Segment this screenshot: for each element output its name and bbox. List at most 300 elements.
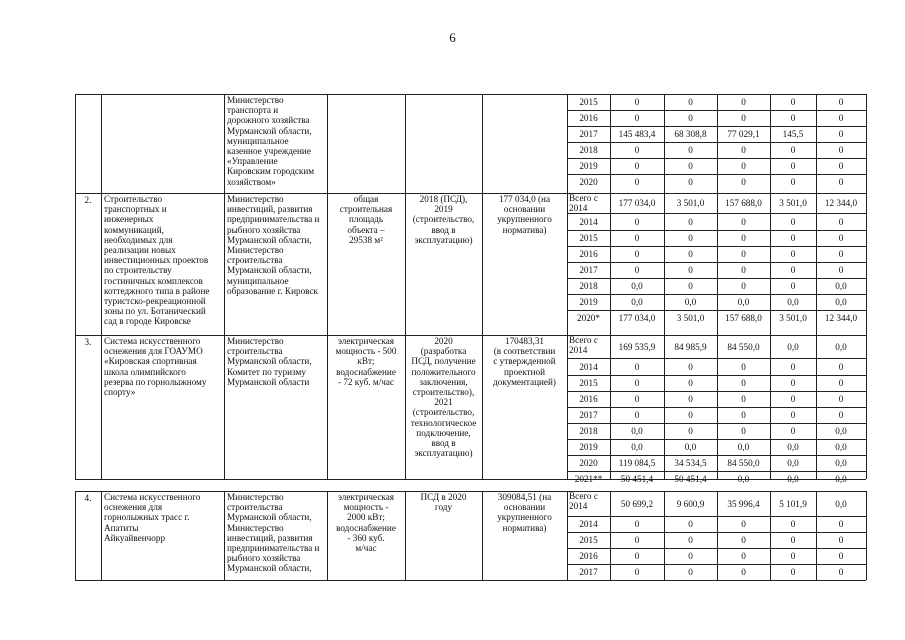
executor-line: образование г. Кировск bbox=[227, 285, 318, 296]
row-border bbox=[567, 246, 866, 247]
year-cell: 2015 bbox=[579, 233, 598, 243]
value-cell: 0 bbox=[741, 551, 746, 561]
value-cell: 0,0 bbox=[631, 442, 643, 452]
value-cell: 0 bbox=[688, 97, 693, 107]
value-cell: 0 bbox=[634, 145, 640, 155]
row-border bbox=[567, 230, 866, 231]
object-name-line: спорту» bbox=[104, 387, 136, 397]
executor-line: Мурманской области, bbox=[227, 512, 312, 523]
value-cell: 0 bbox=[741, 410, 746, 420]
cost-line: норматива) bbox=[502, 522, 547, 533]
value-cell: 0 bbox=[741, 535, 746, 545]
period-line: технологическое bbox=[410, 417, 477, 428]
value-cell: 0 bbox=[741, 177, 746, 187]
value-cell: 0 bbox=[838, 519, 844, 529]
period-line: строительство), bbox=[412, 387, 475, 397]
capacity-line: электрическая bbox=[337, 492, 395, 502]
executor-line: муниципальное bbox=[227, 275, 289, 286]
value-cell: 12 344,0 bbox=[824, 313, 858, 323]
value-cell: 0 bbox=[790, 281, 796, 291]
period-line: положительного bbox=[411, 366, 476, 377]
value-cell: 0 bbox=[838, 535, 844, 545]
value-cell: 0 bbox=[688, 519, 693, 529]
value-cell: 50 451,4 bbox=[620, 473, 654, 484]
value-cell: 0 bbox=[688, 410, 693, 420]
value-cell: 145 483,4 bbox=[618, 129, 656, 139]
column-border bbox=[482, 491, 483, 580]
row-border bbox=[567, 375, 866, 376]
period-line: (строительство, bbox=[412, 214, 475, 225]
capacity-line: м/час bbox=[355, 543, 377, 553]
object-name-line: оснежения для bbox=[104, 502, 163, 513]
value-cell: 0 bbox=[790, 378, 796, 388]
column-border bbox=[75, 94, 76, 193]
column-border bbox=[224, 193, 225, 335]
column-border bbox=[770, 193, 771, 335]
executor-line: Министерство bbox=[227, 194, 284, 204]
value-cell: 0 bbox=[790, 535, 796, 545]
column-border bbox=[224, 94, 225, 193]
column-border bbox=[866, 94, 867, 193]
value-cell: 0 bbox=[741, 233, 746, 243]
row-border bbox=[567, 262, 866, 263]
value-cell: 0,0 bbox=[835, 426, 847, 436]
value-cell: 77 029,1 bbox=[727, 129, 760, 139]
row-border bbox=[567, 548, 866, 549]
period-line: 2018 (ПСД), bbox=[419, 194, 468, 204]
column-border bbox=[327, 193, 328, 335]
value-cell: 0 bbox=[790, 145, 796, 155]
value-cell: 0 bbox=[790, 361, 796, 372]
value-cell: 0 bbox=[634, 567, 640, 577]
cost-line: основании bbox=[503, 204, 546, 215]
period-line: подключение, bbox=[416, 427, 471, 438]
object-name-line: Система искусственного bbox=[104, 492, 201, 502]
row-border bbox=[567, 423, 866, 424]
value-cell: 119 084,5 bbox=[618, 458, 656, 468]
value-cell: 0 bbox=[838, 97, 844, 107]
executor-line: инвестиций, развития bbox=[227, 204, 313, 215]
year-cell: 2019 bbox=[579, 442, 598, 452]
column-border bbox=[866, 193, 867, 335]
year-cell: 2019 bbox=[579, 297, 598, 307]
object-name-line: по строительству bbox=[104, 265, 172, 276]
object-name-line: Апатиты bbox=[104, 522, 139, 533]
executor-line: Мурманской области, bbox=[227, 265, 312, 276]
value-cell: 0 bbox=[741, 394, 746, 404]
capacity-line: водоснабжение bbox=[336, 522, 396, 533]
value-cell: 0 bbox=[741, 216, 746, 227]
value-cell: 0 bbox=[688, 394, 693, 404]
value-cell: 157 688,0 bbox=[725, 313, 762, 323]
capacity-line: общая bbox=[353, 194, 379, 204]
value-cell: 0 bbox=[790, 177, 796, 187]
column-border bbox=[405, 193, 406, 335]
page-number: 6 bbox=[449, 30, 456, 45]
row-border bbox=[567, 278, 866, 279]
row-border bbox=[567, 391, 866, 392]
capacity-line: кВт; bbox=[357, 356, 375, 367]
executor-line: муниципальное bbox=[227, 135, 289, 146]
column-border bbox=[405, 94, 406, 193]
object-name-line: инвестиционных проектов bbox=[104, 255, 209, 266]
period-line: эксплуатацию) bbox=[414, 448, 473, 459]
executor-line: инвестиций, развития bbox=[227, 532, 313, 543]
value-cell: 0 bbox=[838, 129, 844, 139]
value-cell: 3 501,0 bbox=[779, 198, 807, 208]
value-cell: 0 bbox=[741, 97, 746, 107]
column-border bbox=[770, 491, 771, 580]
value-cell: 0 bbox=[634, 361, 640, 372]
capacity-line: объекта – bbox=[347, 224, 385, 235]
year-cell: 2018 bbox=[579, 281, 598, 291]
value-cell: 0 bbox=[688, 216, 693, 227]
value-cell: 0 bbox=[741, 249, 746, 259]
value-cell: 0 bbox=[688, 113, 693, 123]
value-cell: 9 600,9 bbox=[676, 498, 705, 509]
value-cell: 0 bbox=[790, 113, 796, 123]
cost-line: 309084,51 (на bbox=[497, 492, 552, 502]
value-cell: 0 bbox=[634, 265, 640, 275]
value-cell: 0 bbox=[838, 113, 844, 123]
value-cell: 0 bbox=[790, 551, 796, 561]
value-cell: 0 bbox=[741, 145, 746, 155]
executor-line: хозяйством» bbox=[227, 176, 276, 187]
value-cell: 0,0 bbox=[787, 473, 799, 484]
value-cell: 0,0 bbox=[737, 442, 750, 452]
column-border bbox=[567, 491, 568, 580]
value-cell: 84 550,0 bbox=[727, 458, 760, 468]
value-cell: 0 bbox=[790, 161, 796, 171]
value-cell: 0 bbox=[634, 519, 640, 529]
executor-line: строительства bbox=[227, 502, 283, 513]
column-border bbox=[224, 491, 225, 580]
value-cell: 0 bbox=[838, 161, 844, 171]
value-cell: 0 bbox=[790, 97, 796, 107]
executor-line: Мурманской области, bbox=[227, 125, 312, 136]
item-number: 3. bbox=[84, 337, 92, 347]
period-line: (строительство, bbox=[412, 407, 475, 418]
period-line: эксплуатацию) bbox=[414, 234, 473, 245]
year-cell: 2014 bbox=[579, 519, 598, 529]
executor-line: Министерство bbox=[227, 95, 284, 105]
column-border bbox=[75, 335, 76, 479]
value-cell: 0,0 bbox=[631, 281, 643, 291]
row-border bbox=[567, 516, 866, 517]
item-number: 4. bbox=[84, 493, 92, 503]
executor-line: «Управление bbox=[227, 156, 278, 167]
period-line: 2020 bbox=[434, 336, 453, 346]
capacity-line: - 72 куб. м/час bbox=[337, 376, 395, 387]
value-cell: 157 688,0 bbox=[725, 198, 762, 208]
object-name-line: «Кировская спортивная bbox=[104, 356, 197, 367]
value-cell: 84 550,0 bbox=[727, 341, 760, 352]
executor-line: рыбного хозяйства bbox=[227, 224, 301, 235]
block-top-border bbox=[75, 94, 866, 95]
column-border bbox=[816, 193, 817, 335]
column-border bbox=[717, 193, 718, 335]
value-cell: 34 534,5 bbox=[674, 458, 707, 468]
item-number: 2. bbox=[84, 195, 92, 205]
object-name-line: транспортных и bbox=[104, 204, 167, 215]
row-border bbox=[567, 142, 866, 143]
value-cell: 0 bbox=[790, 249, 796, 259]
row-border bbox=[567, 471, 866, 472]
row-border bbox=[567, 126, 866, 127]
value-cell: 50 699,2 bbox=[620, 498, 654, 509]
value-cell: 177 034,0 bbox=[618, 313, 656, 323]
column-border bbox=[482, 193, 483, 335]
value-cell: 0 bbox=[790, 426, 796, 436]
capacity-line: 29538 м² bbox=[349, 234, 383, 245]
column-border bbox=[770, 94, 771, 193]
row-border bbox=[567, 310, 866, 311]
value-cell: 0 bbox=[634, 378, 640, 388]
capacity-line: строительная bbox=[339, 204, 393, 215]
value-cell: 0 bbox=[838, 567, 844, 577]
capacity-line: мощность - 500 bbox=[335, 346, 397, 357]
cost-line: (в соответствии bbox=[493, 346, 556, 357]
value-cell: 0 bbox=[838, 361, 844, 372]
year-cell: 2019 bbox=[579, 161, 598, 171]
cost-line: 177 034,0 (на bbox=[498, 194, 551, 204]
value-cell: 0 bbox=[741, 265, 746, 275]
value-cell: 0 bbox=[838, 410, 844, 420]
year-cell: 2020* bbox=[577, 313, 600, 323]
executor-line: рыбного хозяйства bbox=[227, 553, 301, 564]
row-border bbox=[567, 455, 866, 456]
column-border bbox=[327, 335, 328, 479]
period-line: ПСД в 2020 bbox=[420, 492, 467, 502]
value-cell: 0 bbox=[790, 394, 796, 404]
value-cell: 0 bbox=[688, 567, 693, 577]
value-cell: 0 bbox=[688, 177, 693, 187]
value-cell: 0 bbox=[688, 535, 693, 545]
value-cell: 0 bbox=[688, 145, 693, 155]
value-cell: 0,0 bbox=[835, 442, 847, 452]
object-name-line: Айкуайвенчорр bbox=[104, 532, 166, 543]
cost-line: норматива) bbox=[502, 224, 547, 235]
executor-line: предпринимательства и bbox=[227, 214, 320, 225]
column-border bbox=[664, 94, 665, 193]
value-cell: 0,0 bbox=[787, 297, 799, 307]
value-cell: 5 101,9 bbox=[779, 498, 807, 509]
year-cell: 2016 bbox=[579, 113, 598, 123]
capacity-line: водоснабжение bbox=[336, 366, 396, 377]
value-cell: 0 bbox=[741, 113, 746, 123]
cost-line: основании bbox=[503, 502, 546, 513]
value-cell: 0,0 bbox=[835, 473, 847, 484]
value-cell: 0 bbox=[634, 410, 640, 420]
value-cell: 0 bbox=[634, 394, 640, 404]
capacity-line: электрическая bbox=[337, 336, 395, 346]
value-cell: 0 bbox=[688, 551, 693, 561]
column-border bbox=[567, 94, 568, 193]
object-name-line: коммуникаций, bbox=[104, 224, 164, 235]
column-border bbox=[327, 94, 328, 193]
executor-line: казенное учреждение bbox=[227, 146, 311, 156]
year-cell: 2015 bbox=[579, 378, 598, 388]
column-border bbox=[75, 491, 76, 580]
value-cell: 0,0 bbox=[835, 498, 847, 509]
value-cell: 0 bbox=[838, 249, 844, 259]
object-name-line: гостиничных комплексов bbox=[104, 275, 203, 286]
executor-line: транспорта и bbox=[227, 105, 279, 116]
object-name-line: Система искусственного bbox=[104, 336, 201, 346]
value-cell: 3 501,0 bbox=[676, 198, 705, 208]
year-cell: 2017 bbox=[579, 410, 598, 420]
year-cell: Всего с 2014 bbox=[569, 193, 598, 213]
cost-line: 170483,31 bbox=[504, 336, 545, 346]
value-cell: 0 bbox=[634, 216, 640, 227]
object-name-line: сад в городе Кировске bbox=[104, 316, 191, 327]
column-border bbox=[610, 193, 611, 335]
column-border bbox=[224, 335, 225, 479]
column-border bbox=[482, 335, 483, 479]
value-cell: 0 bbox=[741, 161, 746, 171]
row-border bbox=[567, 358, 866, 359]
column-border bbox=[717, 94, 718, 193]
column-border bbox=[405, 335, 406, 479]
column-border bbox=[101, 335, 102, 479]
capacity-line: - 360 куб. bbox=[347, 532, 385, 543]
year-cell: 2020 bbox=[579, 458, 598, 468]
executor-line: Мурманской области bbox=[227, 376, 310, 387]
value-cell: 0 bbox=[634, 249, 640, 259]
executor-line: строительства bbox=[227, 255, 283, 266]
object-name-line: Строительство bbox=[104, 194, 163, 204]
value-cell: 0 bbox=[634, 97, 640, 107]
object-name-line: коттеджного типа в районе bbox=[104, 285, 210, 296]
value-cell: 0,0 bbox=[684, 442, 697, 452]
row-border bbox=[567, 110, 866, 111]
column-border bbox=[101, 193, 102, 335]
column-border bbox=[75, 193, 76, 335]
value-cell: 0 bbox=[634, 551, 640, 561]
capacity-line: мощность - bbox=[343, 502, 389, 513]
value-cell: 0 bbox=[688, 233, 693, 243]
executor-line: Министерство bbox=[227, 522, 284, 533]
value-cell: 0 bbox=[790, 233, 796, 243]
period-line: году bbox=[434, 502, 453, 513]
value-cell: 0 bbox=[790, 567, 796, 577]
executor-line: Министерство bbox=[227, 245, 284, 255]
row-border bbox=[567, 564, 866, 565]
year-cell: Всего с 2014 bbox=[569, 335, 598, 355]
column-border bbox=[717, 491, 718, 580]
column-border bbox=[405, 491, 406, 580]
row-border bbox=[567, 294, 866, 295]
column-border bbox=[664, 193, 665, 335]
column-border bbox=[610, 491, 611, 580]
executor-line: Кировским городским bbox=[227, 166, 315, 177]
object-name-line: горнолыжных трасс г. bbox=[104, 512, 190, 523]
column-border bbox=[482, 94, 483, 193]
value-cell: 0 bbox=[688, 161, 693, 171]
value-cell: 0 bbox=[790, 216, 796, 227]
column-border bbox=[866, 491, 867, 580]
value-cell: 0 bbox=[688, 249, 693, 259]
year-cell: 2015 bbox=[579, 97, 598, 107]
year-cell: 2017 bbox=[579, 567, 598, 577]
value-cell: 0 bbox=[741, 361, 746, 372]
value-cell: 0 bbox=[688, 361, 693, 372]
value-cell: 0 bbox=[838, 177, 844, 187]
value-cell: 0 bbox=[838, 233, 844, 243]
row-border bbox=[567, 213, 866, 214]
year-cell: 2017 bbox=[579, 129, 598, 139]
executor-line: предпринимательства и bbox=[227, 543, 320, 553]
row-border bbox=[567, 174, 866, 175]
value-cell: 0 bbox=[838, 551, 844, 561]
column-border bbox=[664, 491, 665, 580]
year-cell: 2020 bbox=[579, 177, 598, 187]
value-cell: 0,0 bbox=[737, 297, 750, 307]
executor-line: дорожного хозяйства bbox=[227, 115, 310, 126]
value-cell: 0 bbox=[741, 567, 746, 577]
cost-line: укрупненного bbox=[497, 214, 552, 225]
value-cell: 0,0 bbox=[684, 297, 697, 307]
year-cell: 2016 bbox=[579, 394, 598, 404]
value-cell: 0 bbox=[741, 378, 746, 388]
object-name-line: резерва по горнолыжному bbox=[104, 376, 207, 387]
value-cell: 0,0 bbox=[835, 297, 847, 307]
object-name-line: оснежения для ГОАУМО bbox=[104, 346, 203, 357]
year-cell: 2014 bbox=[579, 216, 598, 227]
executor-line: Министерство bbox=[227, 336, 284, 346]
capacity-line: площадь bbox=[348, 214, 384, 225]
value-cell: 0 bbox=[688, 426, 693, 436]
value-cell: 0 bbox=[688, 281, 693, 291]
value-cell: 0,0 bbox=[835, 341, 847, 352]
year-cell: Всего с 2014 bbox=[569, 491, 598, 511]
value-cell: 0 bbox=[790, 410, 796, 420]
value-cell: 0,0 bbox=[787, 442, 799, 452]
object-name-line: зоны по ул. Ботанический bbox=[104, 306, 206, 317]
executor-line: Комитет по туризму bbox=[227, 366, 306, 377]
period-line: ввод в bbox=[431, 224, 456, 235]
value-cell: 84 985,9 bbox=[674, 341, 707, 352]
value-cell: 0 bbox=[741, 519, 746, 529]
value-cell: 0 bbox=[741, 426, 746, 436]
value-cell: 0 bbox=[688, 265, 693, 275]
row-border bbox=[567, 407, 866, 408]
value-cell: 50 451,4 bbox=[674, 473, 707, 484]
value-cell: 0 bbox=[688, 378, 693, 388]
value-cell: 0 bbox=[634, 177, 640, 187]
column-border bbox=[866, 335, 867, 479]
value-cell: 0 bbox=[634, 113, 640, 123]
executor-line: Мурманской области, bbox=[227, 356, 312, 367]
value-cell: 0 bbox=[634, 161, 640, 171]
executor-line: Министерство bbox=[227, 492, 284, 502]
value-cell: 0 bbox=[838, 216, 844, 227]
value-cell: 0 bbox=[634, 535, 640, 545]
row-border bbox=[567, 439, 866, 440]
value-cell: 0 bbox=[741, 281, 746, 291]
value-cell: 0 bbox=[790, 519, 796, 529]
value-cell: 3 501,0 bbox=[676, 313, 705, 323]
capacity-line: 2000 кВт; bbox=[347, 512, 385, 523]
cost-line: проектной bbox=[503, 366, 546, 377]
column-border bbox=[816, 491, 817, 580]
executor-line: строительства bbox=[227, 346, 283, 357]
row-border bbox=[567, 532, 866, 533]
value-cell: 0,0 bbox=[835, 458, 847, 468]
value-cell: 0,0 bbox=[737, 473, 750, 484]
period-line: (разработка bbox=[420, 346, 467, 357]
value-cell: 35 996,4 bbox=[727, 498, 760, 509]
